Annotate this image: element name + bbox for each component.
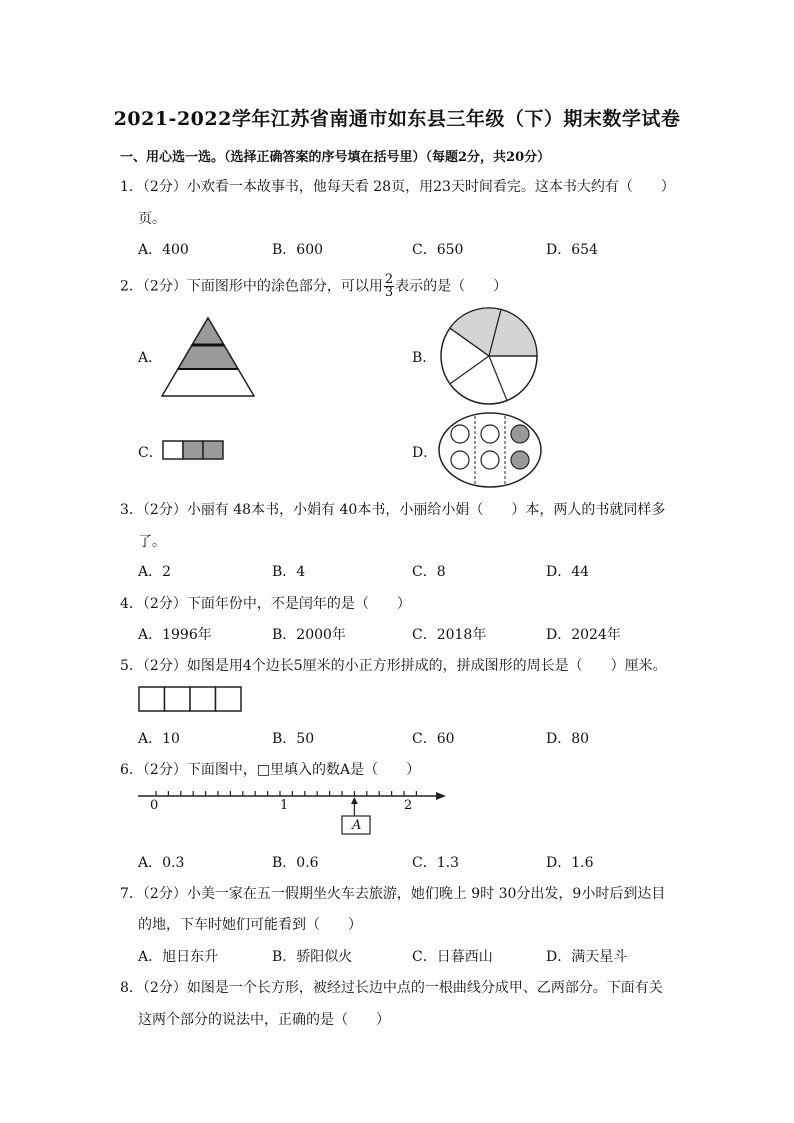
question-7-text: 7．（2分）小美一家在五一假期坐火车去旅游，她们晚上 9时 30分出发，9小时后到达目	[120, 886, 666, 902]
q1-option-d[interactable]: D．654	[546, 242, 598, 258]
q1-option-c[interactable]: C．650	[412, 242, 464, 258]
q5-option-c[interactable]: C．60	[412, 731, 455, 747]
four-squares-figure	[138, 686, 242, 712]
exam-title: 2021-2022学年江苏省南通市如东县三年级（下）期末数学试卷	[113, 108, 681, 130]
question-5-text: 5．（2分）如图是用4个边长5厘米的小正方形拼成的，拼成图形的周长是（ ）厘米。	[120, 658, 667, 674]
question-2-suffix: 表示的是（ ）	[395, 278, 508, 295]
q3-option-a[interactable]: A．2	[138, 564, 172, 580]
q6-option-b[interactable]: B．0.6	[272, 855, 319, 871]
q3-option-b[interactable]: B．4	[272, 564, 306, 580]
q4-option-c[interactable]: C．2018年	[412, 627, 487, 643]
axis-label-2: 2	[404, 798, 413, 813]
number-line-figure	[136, 788, 448, 838]
oval-circles-figure	[438, 411, 542, 489]
question-2-text	[120, 274, 507, 299]
q5-option-d[interactable]: D．80	[546, 731, 590, 747]
question-3-text: 3．（2分）小丽有 48本书，小娟有 40本书，小丽给小娟（ ）本，两人的书就同样多	[120, 502, 666, 518]
three-squares-figure	[162, 440, 224, 460]
question-6-text: 6．（2分）下面图中，□里填入的数A是（ ）	[120, 762, 421, 778]
q7-option-a[interactable]: A．旭日东升	[138, 949, 219, 965]
q6-option-a[interactable]: A．0.3	[138, 855, 185, 871]
q5-option-b[interactable]: B．50	[272, 731, 315, 747]
q3-option-c[interactable]: C．8	[412, 564, 446, 580]
question-1-text-cont: 页。	[138, 211, 166, 227]
q7-option-c[interactable]: C．日暮西山	[412, 949, 493, 965]
box-label-a: A	[352, 818, 362, 833]
q4-option-d[interactable]: D．2024年	[546, 627, 621, 643]
q4-option-a[interactable]: A．1996年	[138, 627, 212, 643]
q2-label-c[interactable]: C．	[138, 445, 163, 461]
axis-label-0: 0	[150, 798, 159, 813]
section-heading: 一、用心选一选。（选择正确答案的序号填在括号里）（每题2分，共20分）	[120, 150, 551, 165]
triangle-figure	[160, 316, 256, 398]
q2-label-d[interactable]: D．	[412, 445, 438, 461]
q6-option-d[interactable]: D．1.6	[546, 855, 594, 871]
pie-circle-figure	[439, 306, 539, 406]
q1-option-a[interactable]: A．400	[138, 242, 189, 258]
question-3-text-cont: 了。	[138, 534, 166, 550]
question-8-text: 8．（2分）如图是一个长方形，被经过长边中点的一根曲线分成甲、乙两部分。下面有关	[120, 980, 663, 996]
question-7-text-cont: 的地，下车时她们可能看到（ ）	[138, 917, 362, 933]
question-8-text-cont: 这两个部分的说法中，正确的是（ ）	[138, 1012, 390, 1028]
question-2-prefix: 2．（2分）下面图形中的涂色部分，可以用	[120, 278, 383, 295]
q5-option-a[interactable]: A．10	[138, 731, 180, 747]
fraction-two-thirds	[384, 274, 394, 299]
axis-label-1: 1	[280, 798, 289, 813]
fraction-denominator: 3	[384, 285, 394, 300]
q2-label-a[interactable]: A．	[138, 350, 163, 366]
q7-option-b[interactable]: B．骄阳似火	[272, 949, 353, 965]
question-1-text: 1．（2分）小欢看一本故事书，他每天看 28页，用23天时间看完。这本书大约有（ ）	[120, 179, 675, 195]
q7-option-d[interactable]: D．满天星斗	[546, 949, 628, 965]
q6-option-c[interactable]: C．1.3	[412, 855, 459, 871]
question-4-text: 4．（2分）下面年份中，不是闰年的是（ ）	[120, 596, 411, 612]
q3-option-d[interactable]: D．44	[546, 564, 590, 580]
q2-label-b[interactable]: B．	[412, 350, 437, 366]
fraction-numerator: 2	[384, 272, 394, 287]
q4-option-b[interactable]: B．2000年	[272, 627, 346, 643]
q1-option-b[interactable]: B．600	[272, 242, 324, 258]
